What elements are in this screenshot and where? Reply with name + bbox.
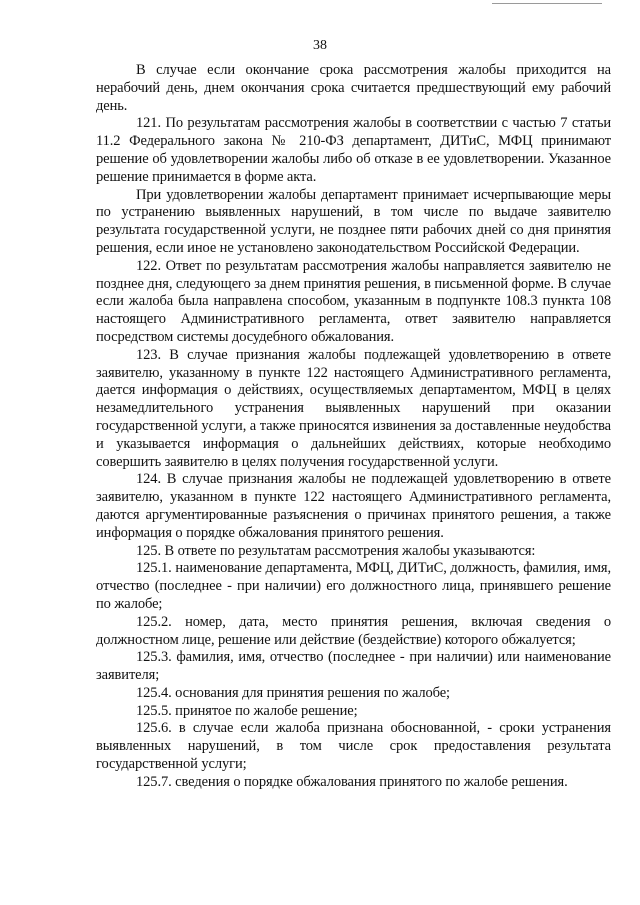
paragraph-125-3: 125.3. фамилия, имя, отчество (последнее - при наличии) или наименование заявителя; xyxy=(96,649,611,684)
paragraph-125-2: 125.2. номер, дата, место принятия решения, включая сведения о должностном лице, решение или действие (бездействие) которого обжалуется; xyxy=(96,613,611,648)
paragraph-121-satisfaction: При удовлетворении жалобы департамент принимает исчерпывающие меры по устранению выявленных нарушений, в том числе по выдаче заявителю результата государственной услуги, не позднее пяти рабочих дней со дня принятия решения, если иное не установлено законодательством Российской Федерации. xyxy=(96,186,611,256)
paragraph-125-5: 125.5. принятое по жалобе решение; xyxy=(136,702,358,719)
paragraph-125-4: 125.4. основания для принятия решения по жалобе; xyxy=(136,684,450,701)
paragraph-122: 122. Ответ по результатам рассмотрения жалобы направляется заявителю не позднее дня, следующего за днем принятия решения, в письменной форме. В случае если жалоба была направлена способом, указанным в подпункте 108.3 пункта 108 настоящего Административного регламента, ответ заявителю направляется посредством системы досудебного обжалования. xyxy=(96,257,612,345)
page-number: 38 xyxy=(313,38,327,53)
document-body xyxy=(96,62,611,792)
paragraph-125-1: 125.1. наименование департамента, МФЦ, ДИТиС, должность, фамилия, имя, отчество (последнее - при наличии) его должностного лица, принявшего решение по жалобе; xyxy=(96,560,611,612)
paragraph-123: 123. В случае признания жалобы подлежащей удовлетворению в ответе заявителю, указанному в пункте 122 настоящего Административного регламента, дается информация о действиях, осуществляемых департаментом, МФЦ в целях незамедлительного устранения выявленных нарушений при оказании государственной услуги, а также приносятся извинения за доставленные неудобства и указывается информация о дальнейших действиях, которые необходимо совершить заявителю в целях получения государственной услуги. xyxy=(96,346,611,470)
paragraph-125-7: 125.7. сведения о порядке обжалования принятого по жалобе решения. xyxy=(136,773,568,790)
paragraph-121: 121. По результатам рассмотрения жалобы в соответствии с частью 7 статьи 11.2 Федерального закона № 210-ФЗ департамент, ДИТиС, МФЦ принимают решение об удовлетворении жалобы либо об отказе в ее удовлетворении. Указанное решение принимается в форме акта. xyxy=(96,115,611,185)
top-rule xyxy=(492,3,602,4)
paragraph-125-6: 125.6. в случае если жалоба признана обоснованной, - сроки устранения выявленных нарушений, в том числе срок предоставления результата государственной услуги; xyxy=(96,720,611,773)
paragraph-deadline-weekend: В случае если окончание срока рассмотрения жалобы приходится на нерабочий день, днем окончания срока считается предшествующий ему рабочий день. xyxy=(96,62,611,114)
paragraph-125: 125. В ответе по результатам рассмотрения жалобы указываются: xyxy=(136,542,536,559)
paragraph-124: 124. В случае признания жалобы не подлежащей удовлетворению в ответе заявителю, указанном в пункте 122 настоящего Административного регламента, даются аргументированные разъяснения о причинах принятого решения, а также информация о порядке обжалования принятого решения. xyxy=(96,471,611,541)
